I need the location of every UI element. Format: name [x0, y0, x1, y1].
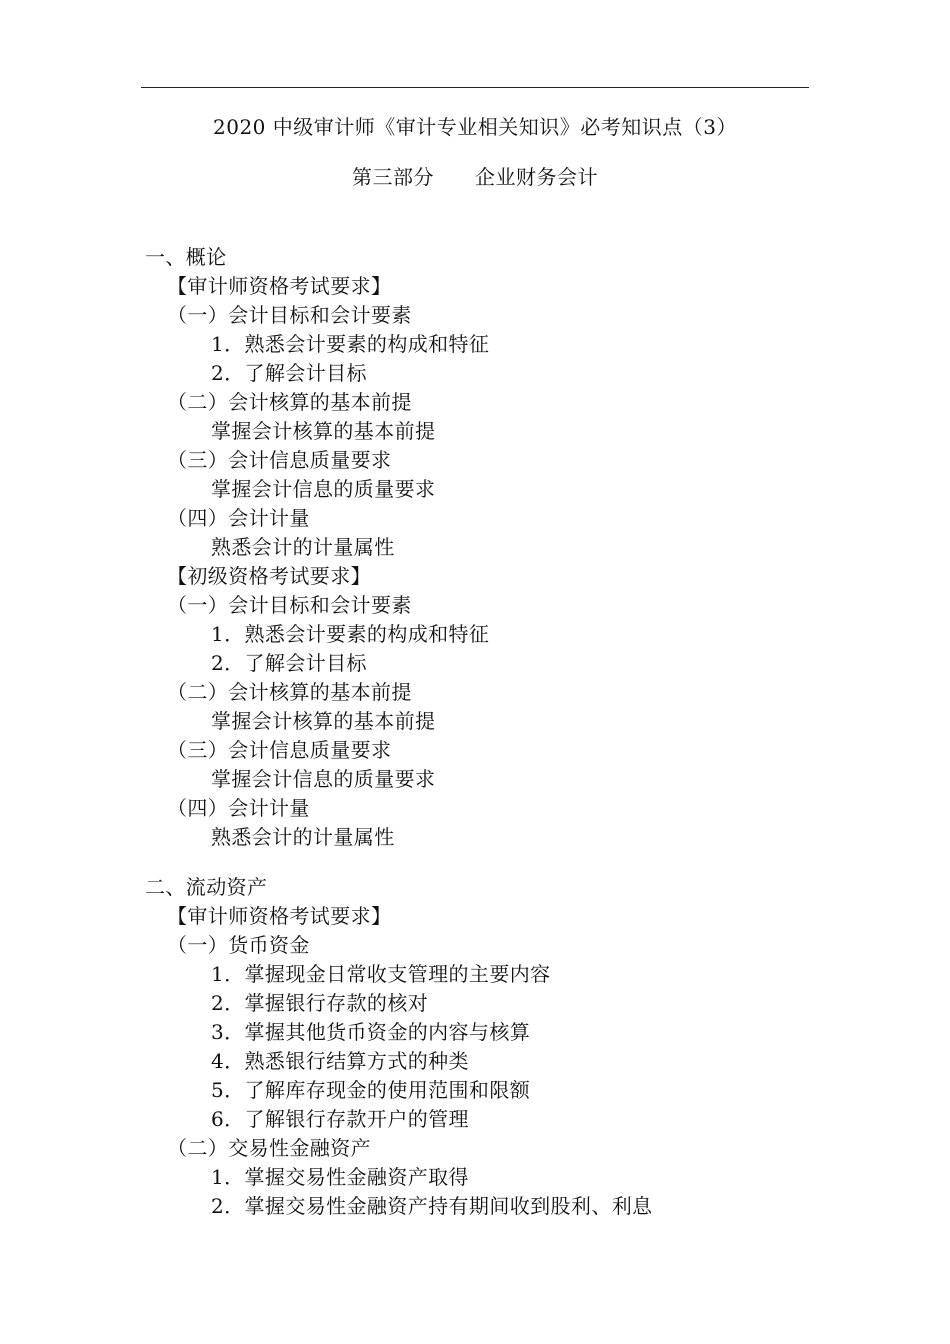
topic-heading: （一）货币资金	[167, 933, 310, 957]
topic-item: 熟悉会计的计量属性	[211, 825, 395, 849]
section-heading: 二、流动资产	[145, 875, 268, 899]
topic-item: 2．掌握交易性金融资产持有期间收到股利、利息	[211, 1194, 653, 1218]
topic-item: 掌握会计信息的质量要求	[211, 477, 436, 501]
topic-heading: （二）会计核算的基本前提	[167, 680, 412, 704]
topic-item: 掌握会计核算的基本前提	[211, 419, 436, 443]
topic-item: 1．熟悉会计要素的构成和特征	[211, 332, 490, 356]
topic-heading: （三）会计信息质量要求	[167, 738, 392, 762]
topic-item: 2．了解会计目标	[211, 651, 367, 675]
document-title: 2020 中级审计师《审计专业相关知识》必考知识点（3）	[213, 115, 737, 139]
topic-heading: （三）会计信息质量要求	[167, 448, 392, 472]
topic-item: 2．了解会计目标	[211, 361, 367, 385]
header-rule	[141, 87, 809, 88]
topic-heading: （一）会计目标和会计要素	[167, 593, 412, 617]
document-subtitle: 第三部分 企业财务会计	[352, 165, 598, 189]
requirement-heading: 【审计师资格考试要求】	[167, 274, 392, 298]
topic-item: 1．掌握现金日常收支管理的主要内容	[211, 962, 551, 986]
topic-heading: （一）会计目标和会计要素	[167, 303, 412, 327]
topic-item: 2．掌握银行存款的核对	[211, 991, 429, 1015]
topic-heading: （二）交易性金融资产	[167, 1136, 371, 1160]
topic-item: 掌握会计核算的基本前提	[211, 709, 436, 733]
topic-heading: （四）会计计量	[167, 796, 310, 820]
topic-heading: （四）会计计量	[167, 506, 310, 530]
topic-item: 5．了解库存现金的使用范围和限额	[211, 1078, 531, 1102]
topic-item: 掌握会计信息的质量要求	[211, 767, 436, 791]
topic-item: 4．熟悉银行结算方式的种类	[211, 1049, 469, 1073]
topic-item: 1．熟悉会计要素的构成和特征	[211, 622, 490, 646]
requirement-heading: 【初级资格考试要求】	[167, 564, 371, 588]
topic-item: 1．掌握交易性金融资产取得	[211, 1165, 469, 1189]
section-heading: 一、概论	[145, 245, 227, 269]
topic-heading: （二）会计核算的基本前提	[167, 390, 412, 414]
topic-item: 6．了解银行存款开户的管理	[211, 1107, 469, 1131]
requirement-heading: 【审计师资格考试要求】	[167, 904, 392, 928]
topic-item: 熟悉会计的计量属性	[211, 535, 395, 559]
topic-item: 3．掌握其他货币资金的内容与核算	[211, 1020, 531, 1044]
